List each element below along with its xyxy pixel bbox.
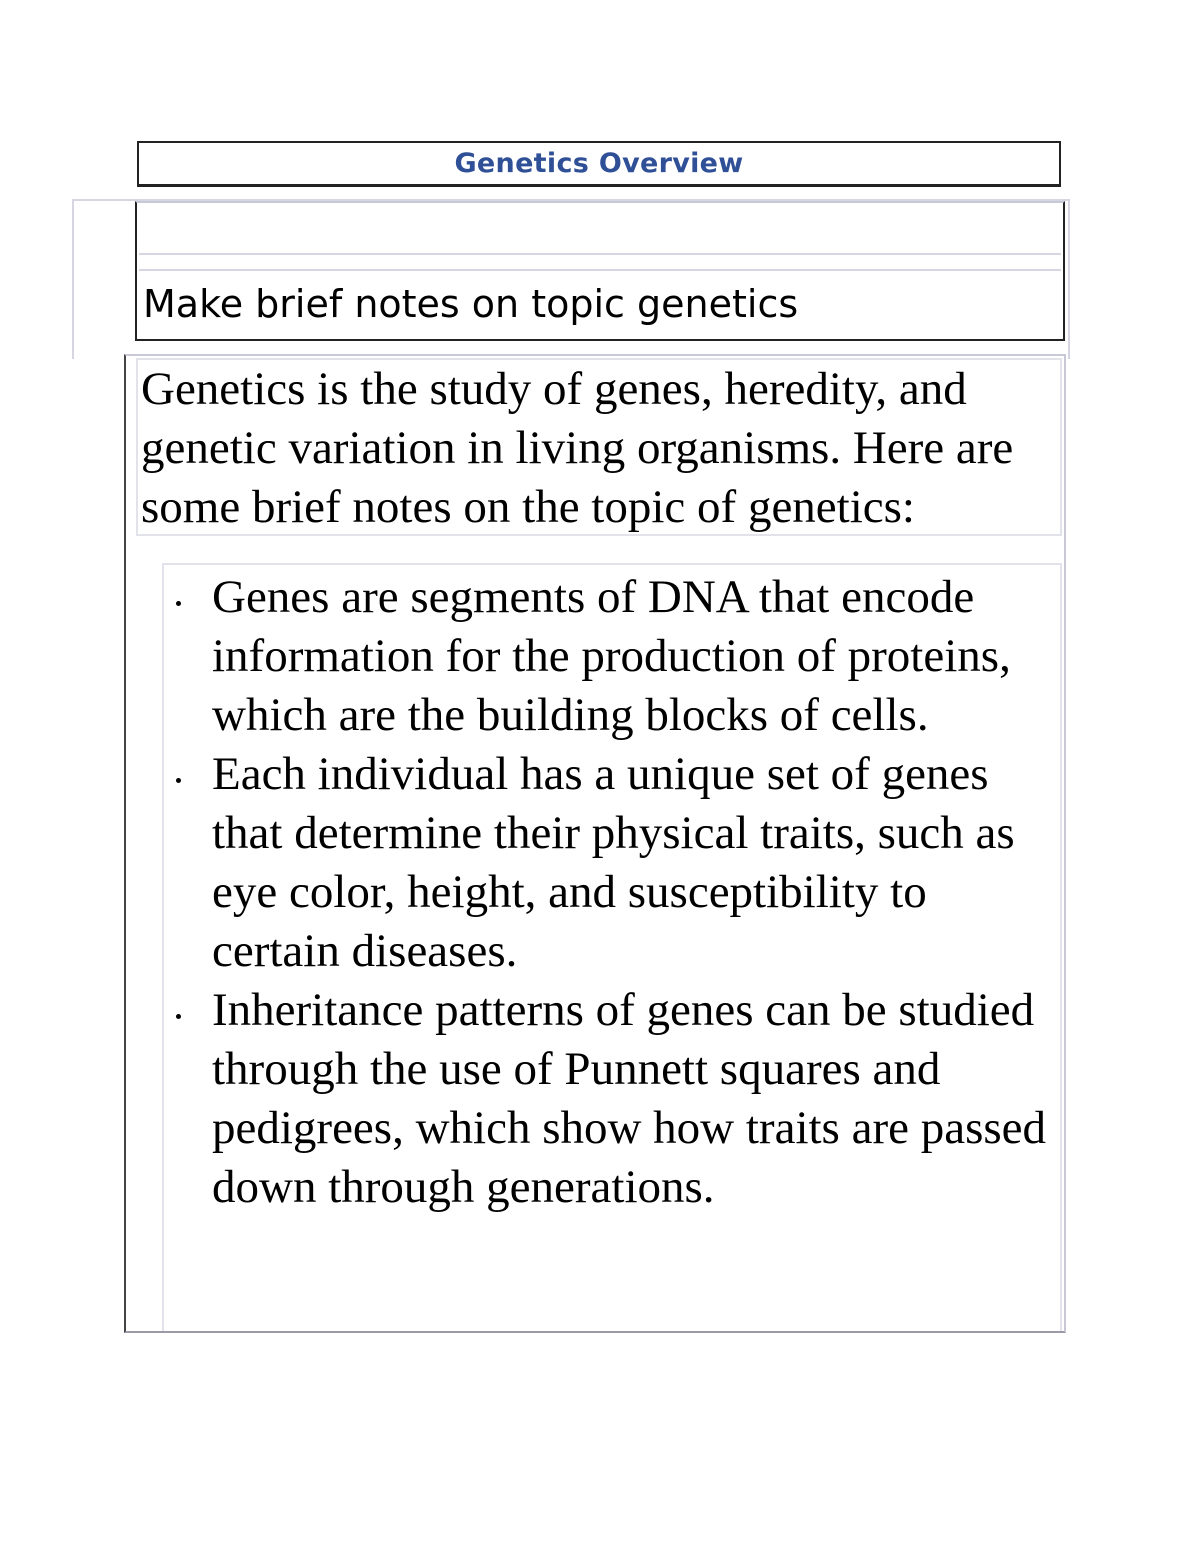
list-item-text: Genes are segments of DNA that encode information for the production of proteins, which are the building blocks of cells. bbox=[212, 571, 1011, 741]
title-box bbox=[137, 141, 1061, 187]
intro-paragraph: Genetics is the study of genes, heredity, and genetic variation in living organisms. Here are some brief notes on the topic of genetics: bbox=[141, 363, 1014, 533]
prompt-box bbox=[135, 201, 1065, 341]
bullet-icon bbox=[176, 1014, 181, 1019]
prompt-text: Make brief notes on topic genetics bbox=[143, 282, 799, 326]
bullet-icon bbox=[176, 778, 181, 783]
list-item bbox=[170, 568, 1060, 745]
prompt-divider bbox=[139, 253, 1061, 255]
list-item-text: Inheritance patterns of genes can be studied through the use of Punnett squares and pedigrees, which show how traits are passed down through generations. bbox=[212, 984, 1047, 1213]
list-item bbox=[170, 981, 1060, 1217]
notes-list bbox=[170, 568, 1060, 1217]
document-title: Genetics Overview bbox=[454, 148, 744, 179]
prompt-divider bbox=[139, 269, 1061, 271]
list-item-text: Each individual has a unique set of genes that determine their physical traits, such as eye color, height, and susceptibility to certain diseases. bbox=[212, 748, 1015, 977]
list-item bbox=[170, 745, 1060, 981]
bullet-icon bbox=[176, 601, 181, 606]
